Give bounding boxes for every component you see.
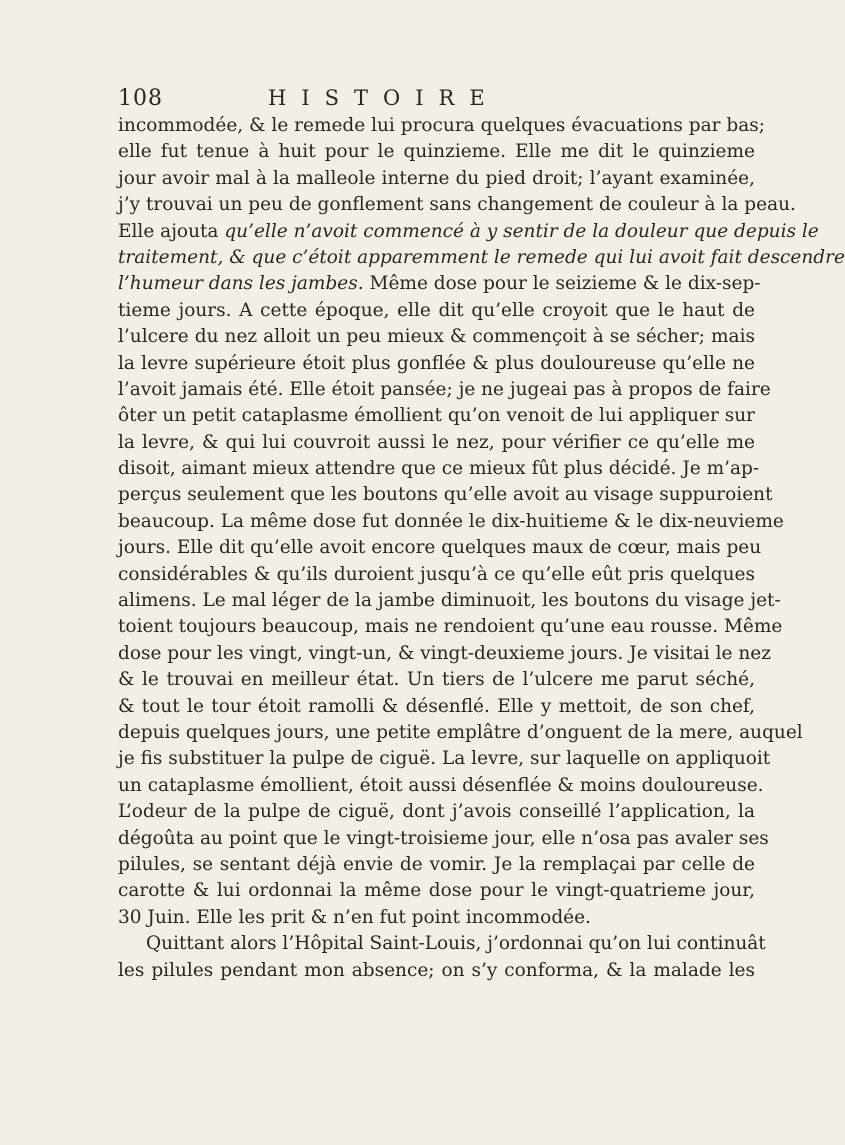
text-segment: ôter un petit cataplasme émollient qu’on venoit de lui appliquer sur — [118, 405, 755, 427]
text-line — [118, 245, 845, 271]
text-line — [118, 931, 766, 957]
text-segment: & tout le tour étoit ramolli & désenflé. Elle y mettoit, de son chef, — [118, 695, 755, 717]
italic-text-segment: l’humeur dans les jambes. — [118, 273, 364, 295]
text-segment: pilules, se sentant déjà envie de vomir. Je la remplaçai par celle de — [118, 853, 755, 875]
page-number: 108 — [118, 86, 163, 111]
text-segment: L’odeur de la pulpe de ciguë, dont j’avois conseillé l’application, la — [118, 801, 755, 823]
text-segment: 30 Juin. Elle les prit & n’en fut point incommodée. — [118, 906, 591, 928]
text-line — [118, 430, 755, 456]
text-line — [118, 694, 755, 720]
italic-text-segment: qu’elle n’avoit commencé à y sentir de la douleur que depuis le — [224, 220, 819, 242]
text-segment: Elle ajouta — [118, 220, 225, 242]
running-head: HISTOIRE — [268, 86, 500, 110]
text-segment: alimens. Le mal léger de la jambe diminuoit, les boutons du visage jet- — [118, 590, 781, 612]
text-segment: l’ulcere du nez alloit un peu mieux & commençoit à se sécher; mais — [118, 326, 755, 348]
text-segment: jour avoir mal à la malleole interne du pied droit; l’ayant examinée, — [118, 167, 755, 189]
text-segment: tieme jours. A cette époque, elle dit qu’elle croyoit que le haut de — [118, 299, 755, 321]
text-segment: dégoûta au point que le vingt-troisieme jour, elle n’osa pas avaler ses — [118, 827, 769, 849]
text-segment: la levre, & qui lui couvroit aussi le nez, pour vérifier ce qu’elle me — [118, 431, 755, 453]
text-segment: Même dose pour le seizieme & le dix-sep- — [363, 273, 761, 295]
text-segment: considérables & qu’ils duroient jusqu’à ce qu’elle eût pris quelques — [118, 563, 755, 585]
text-segment: perçus seulement que les boutons qu’elle avoit au visage suppuroient — [118, 484, 773, 506]
text-line — [118, 878, 755, 904]
text-line — [118, 905, 755, 931]
text-line — [118, 403, 755, 429]
italic-text-segment: traitement, & que c’étoit apparemment le remede qui lui avoit fait descendre — [118, 246, 845, 268]
text-line — [118, 641, 771, 667]
text-line — [118, 166, 755, 192]
text-segment: jours. Elle dit qu’elle avoit encore quelques maux de cœur, mais peu — [118, 537, 762, 559]
text-line — [118, 958, 755, 984]
text-segment: disoit, aimant mieux attendre que ce mieux fût plus décidé. Je m’ap- — [118, 458, 760, 480]
text-line — [118, 377, 771, 403]
text-segment: la levre supérieure étoit plus gonflée & plus douloureuse qu’elle ne — [118, 352, 755, 374]
text-line — [118, 509, 784, 535]
text-line — [118, 324, 755, 350]
text-line — [118, 746, 771, 772]
text-segment: & le trouvai en meilleur état. Un tiers de l’ulcere me parut séché, — [118, 669, 755, 691]
text-line — [118, 456, 760, 482]
text-line — [118, 298, 755, 324]
text-segment: elle fut tenue à huit pour le quinzieme. Elle me dit le quinzieme — [118, 141, 755, 163]
text-line — [118, 113, 765, 139]
text-line — [118, 139, 755, 165]
text-line — [118, 588, 781, 614]
text-line — [118, 482, 773, 508]
text-line — [118, 826, 769, 852]
text-line — [118, 799, 755, 825]
text-line — [118, 667, 755, 693]
text-line — [118, 219, 819, 245]
text-line — [118, 192, 796, 218]
text-segment: Quittant alors l’Hôpital Saint-Louis, j’ordonnai qu’on lui continuât — [146, 933, 766, 955]
text-segment: depuis quelques jours, une petite emplâtre d’onguent de la mere, auquel — [118, 721, 803, 743]
text-line — [118, 614, 783, 640]
text-segment: les pilules pendant mon absence; on s’y conforma, & la malade les — [118, 959, 755, 981]
text-segment: un cataplasme émollient, étoit aussi désenflée & moins douloureuse. — [118, 774, 764, 796]
text-segment: je fis substituer la pulpe de ciguë. La levre, sur laquelle on appliquoit — [118, 748, 771, 770]
text-line — [118, 535, 762, 561]
text-line — [118, 271, 761, 297]
text-segment: l’avoit jamais été. Elle étoit pansée; je ne jugeai pas à propos de faire — [118, 378, 771, 400]
text-segment: incommodée, & le remede lui procura quelques évacuations par bas; — [118, 115, 765, 136]
text-line — [118, 720, 803, 746]
text-segment: carotte & lui ordonnai la même dose pour le vingt-quatrieme jour, — [118, 880, 755, 902]
text-line — [118, 773, 764, 799]
text-segment: toient toujours beaucoup, mais ne rendoient qu’une eau rousse. Même — [118, 616, 783, 638]
body-text — [118, 113, 845, 984]
text-segment: dose pour les vingt, vingt-un, & vingt-deuxieme jours. Je visitai le nez — [118, 642, 771, 664]
page-header — [118, 86, 741, 116]
text-line — [118, 351, 755, 377]
text-segment: j’y trouvai un peu de gonflement sans changement de couleur à la peau. — [118, 194, 796, 216]
text-segment: beaucoup. La même dose fut donnée le dix-huitieme & le dix-neuvieme — [118, 510, 784, 532]
text-line — [118, 852, 755, 878]
text-line — [118, 562, 755, 588]
